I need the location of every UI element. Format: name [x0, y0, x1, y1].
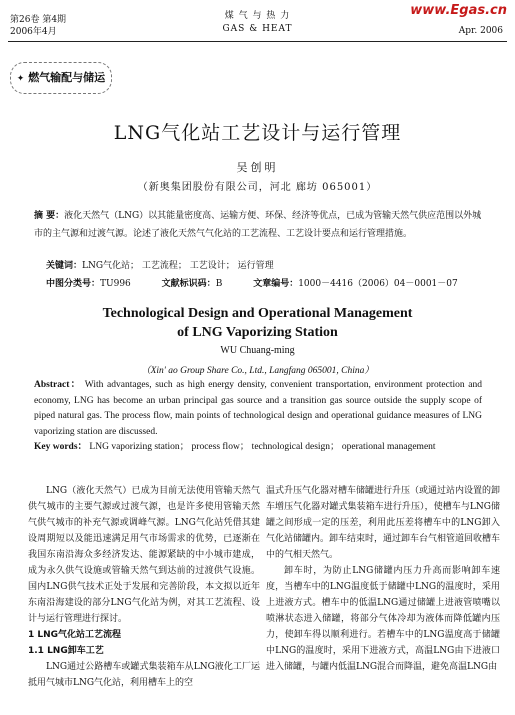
- article-number-label: 文章编号：: [253, 279, 299, 289]
- author-cn: 吴创明: [236, 161, 279, 174]
- abstract-en-text: With advantages, such as high energy density, convenient transportation, environment protection and economy, LNG has become an urban principal gas source and a transition gas source outside the supply scope of piped natural gas. The process flow, main points of technological design and operational guidance measures of LNG vaporizing station are discussed.: [34, 380, 482, 437]
- section-stamp: [10, 62, 112, 94]
- article-number-value: 1000－4416（2006）04－0001－07: [298, 279, 458, 289]
- abstract-en: [34, 378, 482, 440]
- sparkle-icon: ✦: [16, 74, 25, 84]
- abstract-en-label: Abstract：: [34, 380, 82, 390]
- body-paragraph: 卸车时，为防止LNG储罐内压力升高而影响卸车速度，当槽车中的LNG温度低于储罐中LNG的温度时，采用上进液方式。槽车中的低温LNG通过储罐上进液管喷嘴以喷淋状态进入储罐，将部分气体冷却为液体而降低罐内压力，使卸车得以顺利进行。若槽车中的LNG温度高于储罐中LNG的温度时，采用下进液方式，高温LNG由下进液口进入储罐，与罐内低温LNG混合而降温，避免高温LNG由: [266, 566, 500, 672]
- header-rule: [8, 41, 507, 42]
- keywords-en-label: Key words：: [34, 442, 88, 452]
- volume-issue: 第26卷 第4期: [10, 15, 67, 25]
- body-column-left: [28, 483, 260, 691]
- abstract-cn: [34, 207, 482, 243]
- clc-value: TU996: [100, 279, 131, 289]
- keywords-en: [34, 440, 482, 456]
- author-en: WU Chuang-ming: [220, 345, 295, 356]
- doc-code-label: 文献标识码：: [161, 279, 216, 289]
- journal-name-en: GAS & HEAT: [222, 24, 293, 34]
- affiliation-en: （Xin' ao Group Share Co., Ltd., Langfang 065001, China）: [141, 366, 374, 376]
- keywords-cn-text: LNG气化站； 工艺流程； 工艺设计； 运行管理: [82, 261, 274, 271]
- section-stamp-label: 燃气输配与储运: [28, 71, 106, 84]
- section-heading: 1 LNG气化站工艺流程: [28, 630, 122, 640]
- title-en-line1: Technological Design and Operational Management: [102, 306, 413, 321]
- body-paragraph: LNG（液化天然气）已成为目前无法使用管输天然气供气城市的主要气源或过渡气源，也是许多使用管输天然气供气城市的补充气源或调峰气源。LNG气化站凭借其建设周期短以及能迅速满足用气市场需求的优势，已逐渐在我国东南沿海众多经济发达、能源紧缺的中小城市建成，成为永久供气设施或管输天然气到达前的过渡供气设施。国内LNG供气技术正处于发展和完善阶段，本文拟以近年东南沿海建设的部分LNG气化站为例，对其工艺流程、设计与运行管理进行探讨。: [28, 486, 260, 624]
- title-en-line2: of LNG Vaporizing Station: [177, 325, 338, 340]
- affiliation-cn: （新奥集团股份有限公司，河北 廊坊 065001）: [137, 182, 378, 193]
- issue-date: 2006年4月: [10, 27, 57, 37]
- abstract-cn-label: 摘 要：: [34, 211, 65, 221]
- classification-line: [46, 276, 486, 289]
- issue-date-en: Apr. 2006: [458, 26, 503, 36]
- abstract-cn-text: 液化天然气（LNG）以其能量密度高、运输方便、环保、经济等优点，已成为管输天然气供应范围以外城市的主气源和过渡气源。论述了液化天然气气化站的工艺流程、工艺设计要点和运行管理措施。: [34, 211, 482, 239]
- clc-label: 中图分类号：: [46, 279, 101, 289]
- doc-code-value: B: [215, 279, 223, 289]
- subsection-heading: 1.1 LNG卸车工艺: [28, 646, 104, 656]
- keywords-en-text: LNG vaporizing station； process flow； technological design； operational management: [89, 442, 436, 452]
- body-column-right: [266, 483, 500, 675]
- watermark-url: www.Egas.cn: [410, 3, 507, 18]
- keywords-cn: [46, 258, 486, 271]
- paper-title-cn: LNG气化站工艺设计与运行管理: [113, 122, 402, 144]
- body-paragraph: 温式升压气化器对槽车储罐进行升压（或通过站内设置的卸车增压气化器对罐式集装箱车进行升压），使槽车与LNG储罐之间形成一定的压差，利用此压差将槽车中的LNG卸入气化站储罐内。卸车结束时，通过卸车台气相管道回收槽车中的气相天然气。: [266, 486, 501, 560]
- paper-title-en: [0, 304, 515, 342]
- keywords-cn-label: 关键词：: [46, 261, 83, 271]
- body-paragraph: LNG通过公路槽车或罐式集装箱车从LNG液化工厂运抵用气城市LNG气化站，利用槽车上的空: [28, 662, 260, 688]
- journal-name-cn: 煤 气 与 热 力: [224, 11, 291, 21]
